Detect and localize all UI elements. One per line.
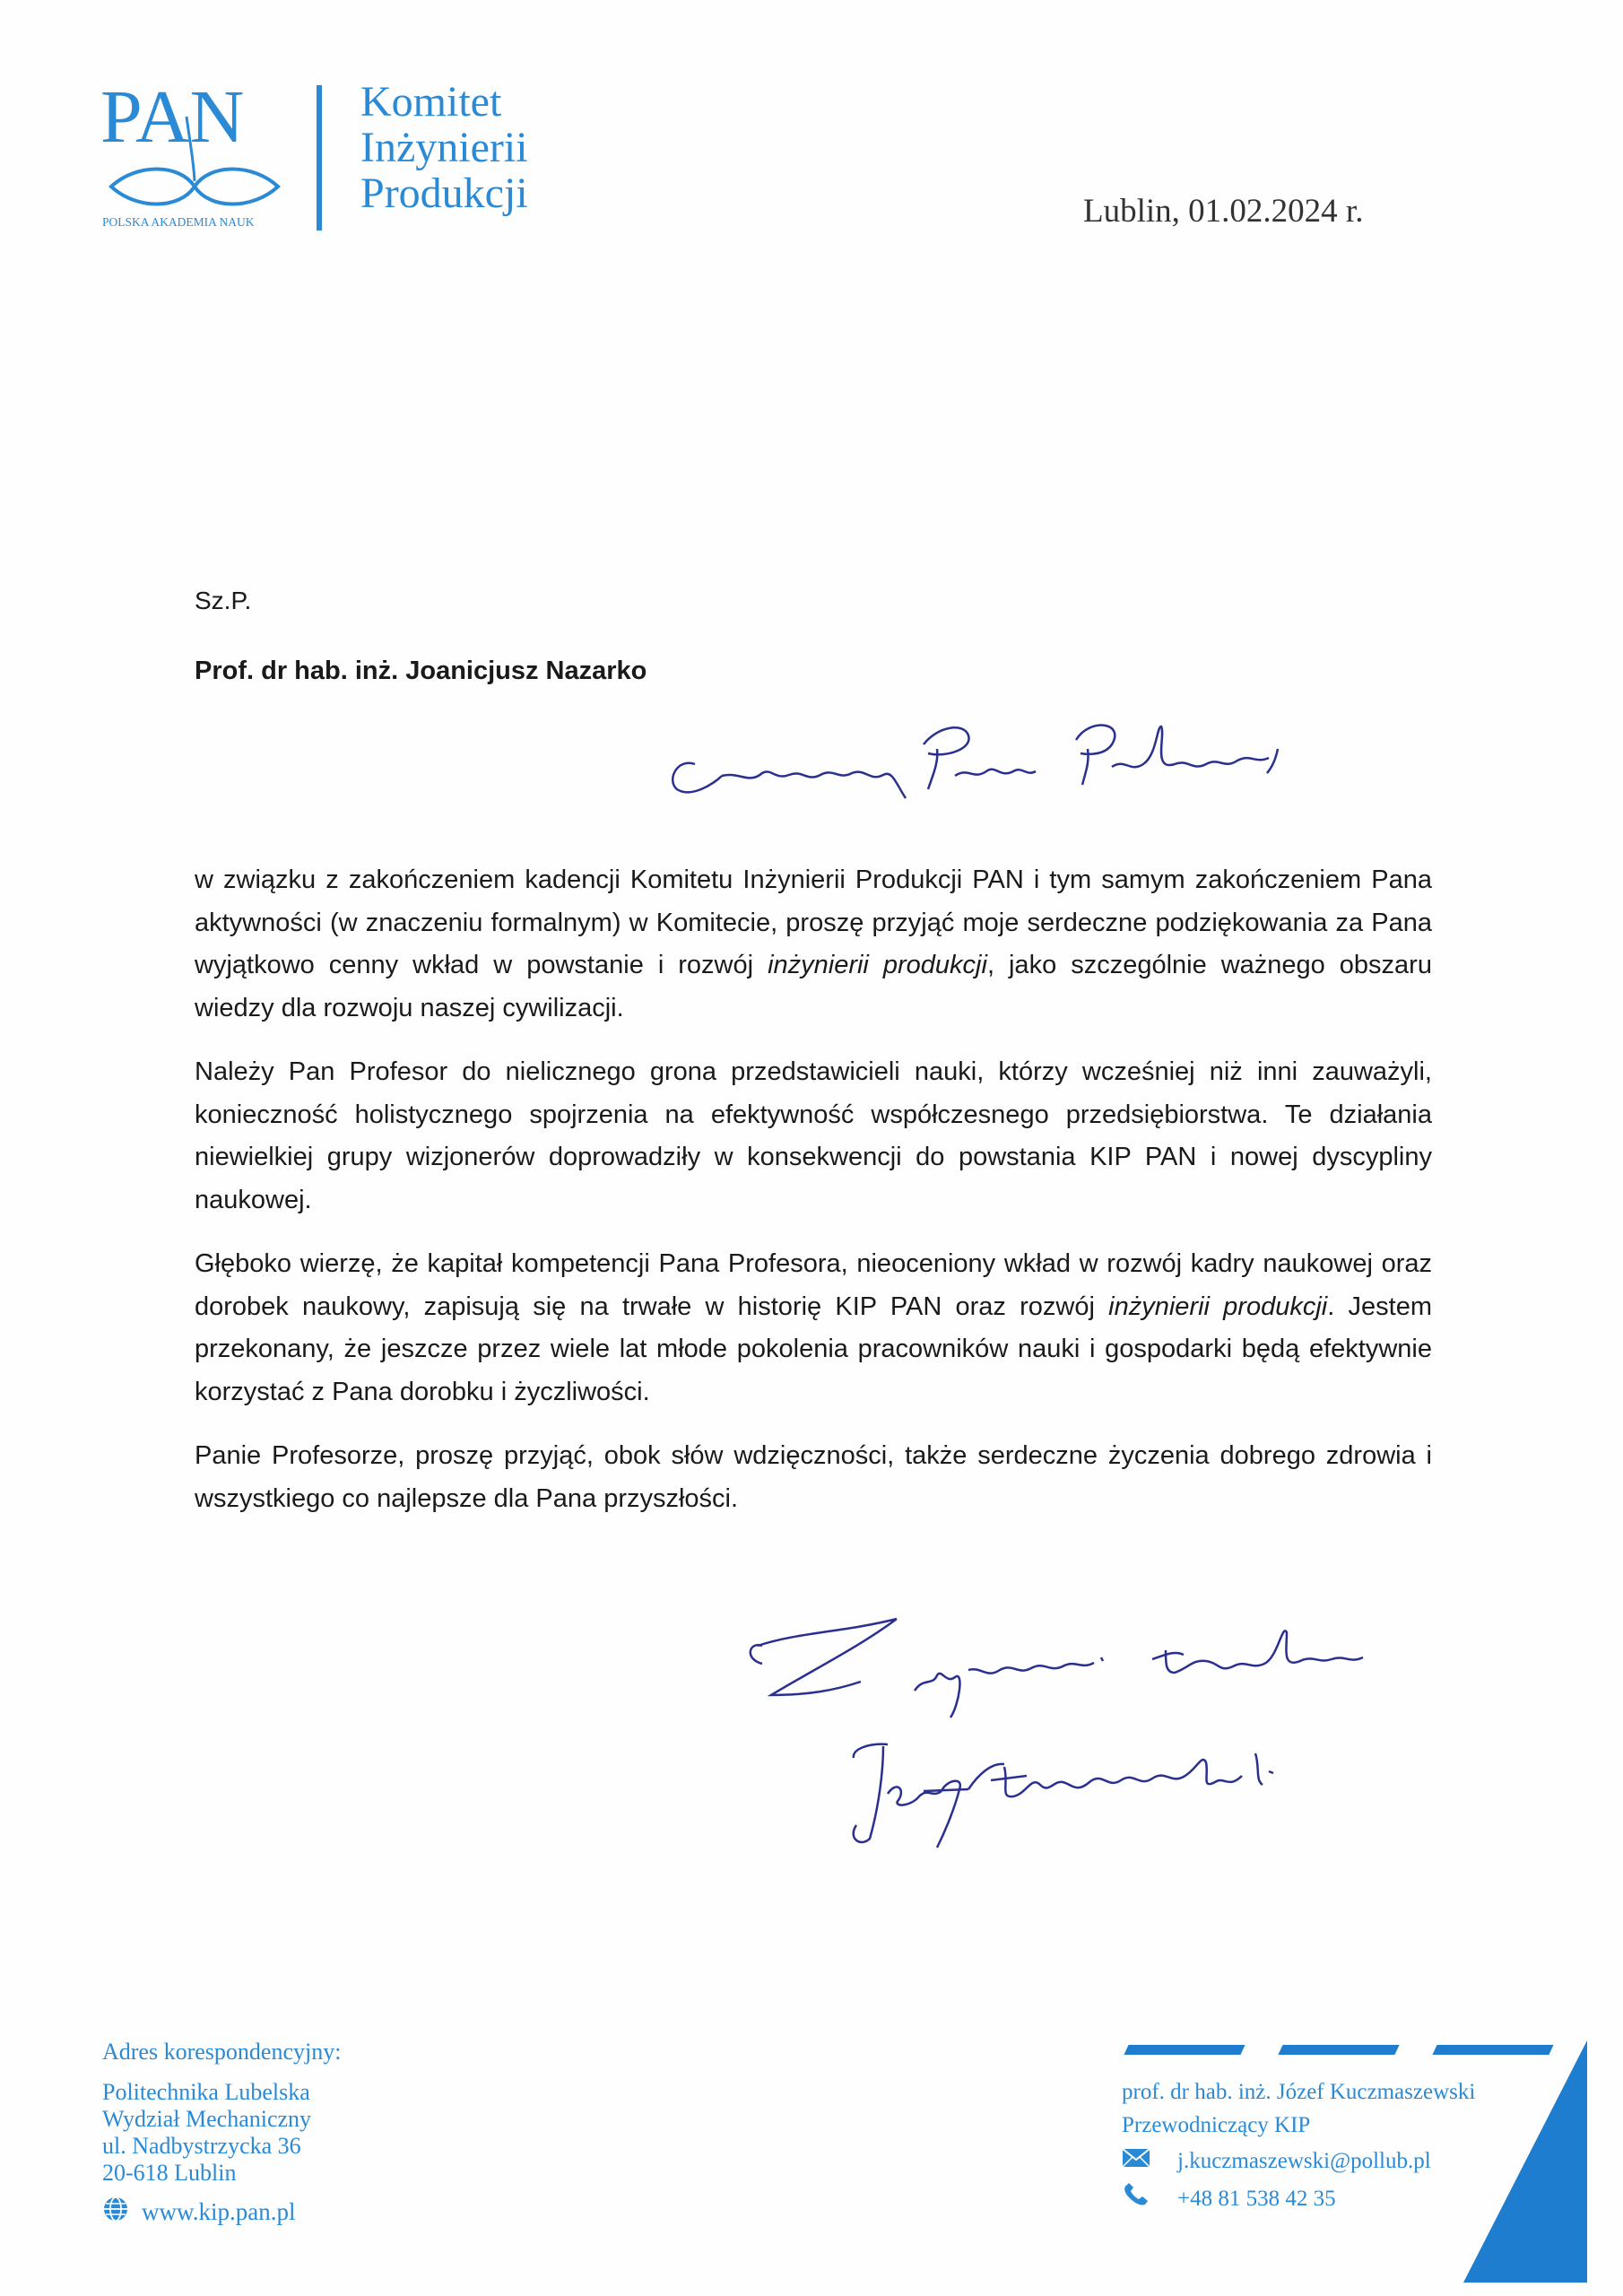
- globe-icon: [102, 2196, 129, 2229]
- logo-subtitle: POLSKA AKADEMIA NAUK: [102, 215, 255, 229]
- committee-line: Komitet: [360, 78, 502, 126]
- email-link[interactable]: j.kuczmaszewski@pollub.pl: [1177, 2148, 1431, 2173]
- correspondence-address: [102, 2039, 341, 2187]
- stripe: [1124, 2045, 1245, 2055]
- recipient-name: Prof. dr hab. inż. Joanicjusz Nazarko: [195, 657, 647, 685]
- address-line: 20-618 Lublin: [102, 2160, 237, 2186]
- address-line: Wydział Mechaniczny: [102, 2106, 312, 2132]
- address-line: ul. Nadbystrzycka 36: [102, 2133, 301, 2159]
- committee-line: Produkcji: [360, 170, 528, 217]
- committee-line: Inżynierii: [360, 124, 528, 171]
- phone-row: [1122, 2183, 1336, 2214]
- chair-contact: [1122, 2075, 1475, 2142]
- logo-divider: [317, 85, 322, 230]
- logo-acronym: PAN: [100, 81, 245, 159]
- letter-body: [195, 859, 1432, 1542]
- pan-logo: [100, 81, 289, 233]
- handwritten-closing: [744, 1605, 1390, 1722]
- signature: [834, 1726, 1336, 1852]
- email-row: [1122, 2147, 1431, 2175]
- body-paragraph: Panie Profesorze, proszę przyjąć, obok słów wdzięczności, także serdeczne życzenia dobrego zdrowia i wszystkiego co najlepsze dla Pana przyszłości.: [195, 1441, 1432, 1513]
- envelope-icon: [1122, 2147, 1150, 2175]
- body-paragraph: Głęboko wierzę, że kapitał kompetencji Pana Profesora, nieoceniony wkład w rozwój kadry naukowej oraz dorobek naukowy, zapisują się na trwałe w historię KIP PAN oraz rozwój inżynierii produkcji. Jestem przekonany, że jeszcze przez wiele lat młode pokolenia pracowników nauki i gospodarki będą efektywnie korzystać z Pana dorobku i życzliwości.: [195, 1249, 1432, 1406]
- body-paragraph: w związku z zakończeniem kadencji Komitetu Inżynierii Produkcji PAN i tym samym zakończeniem Pana aktywności (w znaczeniu formalnym) w Komitecie, proszę przyjąć moje serdeczne podziękowania za Pana wyjątkowo cenny wkład w powstanie i rozwój inżynierii produkcji, jako szczególnie ważnego obszaru wiedzy dla rozwoju naszej cywilizacji.: [195, 865, 1432, 1022]
- body-paragraph: Należy Pan Profesor do nielicznego grona przedstawicieli nauki, którzy wcześniej niż inni zauważyli, konieczność holistycznego spojrzenia na efektywność współczesnego przedsiębiorstwa. Te działania niewielkiej grupy wizjonerów doprowadziły w konsekwencji do powstania KIP PAN i nowej dyscypliny naukowej.: [195, 1057, 1432, 1214]
- committee-name: [360, 79, 528, 216]
- handwritten-greeting: [659, 709, 1287, 816]
- salutation: Sz.P.: [195, 587, 252, 614]
- stripe: [1278, 2045, 1399, 2055]
- website-row: [102, 2196, 295, 2229]
- chair-role: Przewodniczący KIP: [1122, 2113, 1311, 2137]
- address-line: Politechnika Lubelska: [102, 2079, 310, 2105]
- phone-icon: [1122, 2183, 1150, 2214]
- website-link[interactable]: www.kip.pan.pl: [142, 2198, 296, 2225]
- chair-name: prof. dr hab. inż. Józef Kuczmaszewski: [1122, 2080, 1476, 2104]
- address-heading: Adres korespondencyjny:: [102, 2039, 342, 2065]
- phone-number[interactable]: +48 81 538 42 35: [1177, 2186, 1336, 2211]
- letter-date: Lublin, 01.02.2024 r.: [1083, 193, 1364, 230]
